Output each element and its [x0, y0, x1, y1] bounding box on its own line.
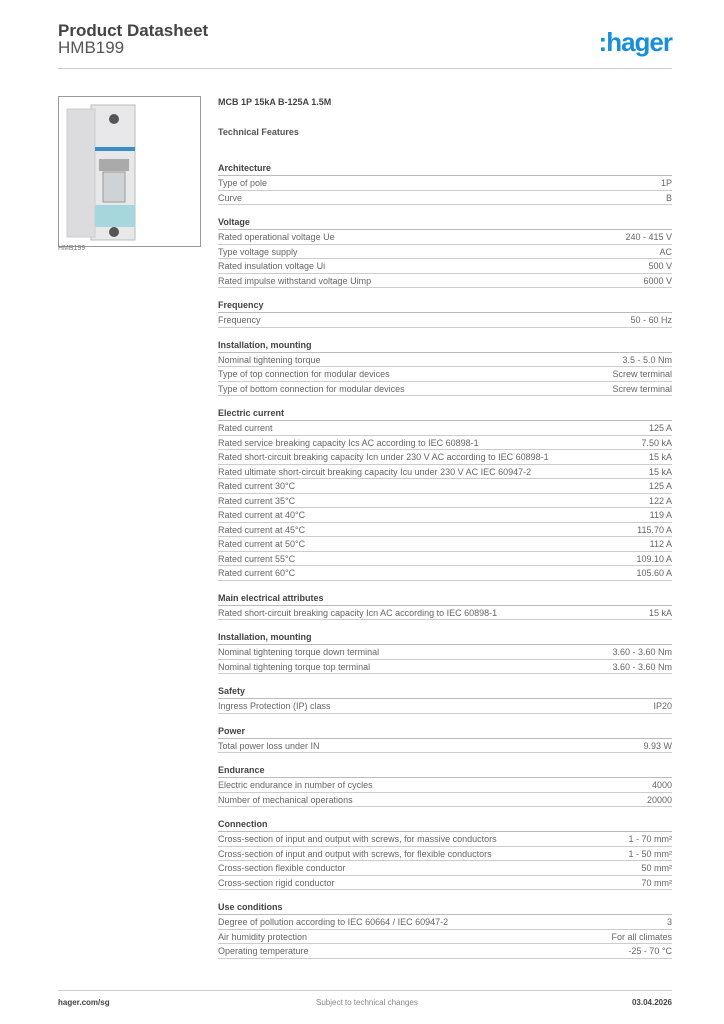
- spec-row: [218, 566, 672, 581]
- spec-row: [218, 259, 672, 274]
- spec-section: [218, 763, 672, 807]
- spec-label: Rated impulse withstand voltage Uimp: [218, 275, 372, 286]
- section-heading: Installation, mounting: [218, 630, 672, 645]
- spec-value: -25 - 70 °C: [628, 946, 672, 956]
- spec-label: Operating temperature: [218, 946, 309, 956]
- spec-section: [218, 817, 672, 890]
- spec-value: 9.93 W: [643, 740, 672, 751]
- page-title: Product Datasheet: [58, 21, 209, 40]
- spec-row: [218, 367, 672, 382]
- spec-label: Type of top connection for modular devices: [218, 369, 390, 379]
- spec-value: 50 - 60 Hz: [630, 315, 672, 325]
- spec-label: Rated short-circuit breaking capacity Icn under 230 V AC according to IEC 60898-1: [218, 452, 549, 462]
- spec-value: 7.50 kA: [641, 437, 672, 448]
- section-heading: Electric current: [218, 406, 672, 421]
- spec-label: Type of bottom connection for modular devices: [218, 383, 405, 394]
- spec-value: For all climates: [611, 931, 672, 942]
- spec-value: 15 kA: [648, 452, 672, 462]
- product-code: HMB199: [58, 38, 125, 57]
- spec-label: Air humidity protection: [218, 931, 308, 942]
- spec-value: 3.5 - 5.0 Nm: [622, 354, 672, 365]
- spec-row: [218, 645, 672, 660]
- spec-row: [218, 552, 672, 567]
- spec-row: [218, 537, 672, 552]
- spec-row: [218, 274, 672, 289]
- spec-value: 15 kA: [648, 607, 672, 618]
- spec-value: 3: [666, 917, 672, 927]
- section-heading: Installation, mounting: [218, 338, 672, 353]
- spec-value: 115.70 A: [637, 524, 672, 535]
- spec-label: Cross-section rigid conductor: [218, 877, 335, 888]
- spec-row: [218, 793, 672, 808]
- spec-label: Type of pole: [218, 178, 268, 188]
- spec-section: [218, 724, 672, 754]
- spec-label: Degree of pollution according to IEC 60664 / IEC 60947-2: [218, 917, 449, 927]
- spec-label: Rated current 55°C: [218, 553, 296, 564]
- spec-row: [218, 739, 672, 754]
- spec-value: 50 mm²: [641, 863, 672, 873]
- spec-row: [218, 523, 672, 538]
- header-divider: [58, 68, 672, 69]
- section-heading: Power: [218, 724, 672, 739]
- product-name: MCB 1P 15kA B-125A 1.5M: [218, 97, 332, 107]
- spec-row: [218, 382, 672, 397]
- section-heading: Frequency: [218, 298, 672, 313]
- section-heading: Endurance: [218, 763, 672, 778]
- spec-row: [218, 778, 672, 793]
- spec-value: B: [665, 192, 672, 203]
- spec-value: 500 V: [648, 261, 672, 271]
- spec-label: Rated service breaking capacity Ics AC according to IEC 60898-1: [218, 437, 479, 448]
- spec-row: [218, 606, 672, 621]
- spec-row: [218, 508, 672, 523]
- footer-date: 03.04.2026: [631, 998, 672, 1007]
- section-heading: Main electrical attributes: [218, 591, 672, 606]
- hager-logo: :hager: [598, 27, 672, 57]
- section-heading: Connection: [218, 817, 672, 832]
- spec-row: [218, 230, 672, 245]
- spec-row: [218, 832, 672, 847]
- spec-label: Rated insulation voltage Ui: [218, 261, 326, 271]
- spec-row: [218, 465, 672, 480]
- spec-label: Cross-section of input and output with screws, for massive conductors: [218, 834, 497, 844]
- spec-value: 109.10 A: [636, 553, 672, 564]
- spec-row: [218, 915, 672, 930]
- spec-value: 3.60 - 3.60 Nm: [612, 661, 672, 672]
- footer-divider: [58, 990, 672, 991]
- spec-label: Rated ultimate short-circuit breaking capacity Icu under 230 V AC IEC 60947-2: [218, 466, 532, 477]
- spec-label: Nominal tightening torque down terminal: [218, 647, 380, 657]
- spec-label: Rated current at 50°C: [218, 539, 306, 549]
- spec-value: 4000: [651, 780, 672, 790]
- spec-content: [218, 97, 672, 969]
- spec-label: Electric endurance in number of cycles: [218, 780, 373, 790]
- spec-value: 125 A: [648, 481, 672, 491]
- spec-label: Nominal tightening torque: [218, 354, 321, 365]
- spec-section: [218, 630, 672, 674]
- spec-row: [218, 313, 672, 328]
- spec-value: 119 A: [649, 510, 672, 520]
- spec-label: Frequency: [218, 315, 261, 325]
- spec-value: 105.60 A: [636, 568, 672, 578]
- spec-section: [218, 900, 672, 959]
- spec-value: 3.60 - 3.60 Nm: [612, 647, 672, 657]
- spec-row: [218, 861, 672, 876]
- spec-value: IP20: [653, 701, 672, 711]
- spec-section: [218, 161, 672, 205]
- spec-value: 240 - 415 V: [625, 232, 672, 242]
- spec-label: Rated current at 45°C: [218, 524, 306, 535]
- spec-value: 1P: [660, 178, 672, 188]
- spec-label: Cross-section flexible conductor: [218, 863, 346, 873]
- footer-website[interactable]: hager.com/sg: [58, 998, 110, 1007]
- spec-section: [218, 684, 672, 714]
- spec-label: Total power loss under IN: [218, 740, 320, 751]
- spec-row: [218, 191, 672, 206]
- spec-row: [218, 847, 672, 862]
- spec-value: 20000: [646, 794, 672, 805]
- spec-label: Number of mechanical operations: [218, 794, 353, 805]
- section-heading: Use conditions: [218, 900, 672, 915]
- spec-value: AC: [659, 246, 672, 257]
- spec-row: [218, 353, 672, 368]
- image-caption: HMB199: [58, 245, 86, 252]
- spec-value: Screw terminal: [612, 369, 672, 379]
- spec-row: [218, 660, 672, 675]
- spec-section: [218, 591, 672, 621]
- spec-label: Rated current 35°C: [218, 495, 296, 506]
- spec-section: [218, 406, 672, 581]
- spec-label: Type voltage supply: [218, 246, 298, 257]
- spec-value: 70 mm²: [641, 877, 672, 888]
- spec-value: 112 A: [649, 539, 672, 549]
- spec-row: [218, 699, 672, 714]
- spec-value: 1 - 50 mm²: [628, 848, 672, 859]
- spec-label: Rated short-circuit breaking capacity Icn AC according to IEC 60898-1: [218, 607, 498, 618]
- spec-section: [218, 298, 672, 328]
- spec-value: 1 - 70 mm²: [628, 834, 672, 844]
- spec-section: [218, 215, 672, 288]
- spec-label: Curve: [218, 192, 243, 203]
- section-heading: Voltage: [218, 215, 672, 230]
- spec-value: Screw terminal: [612, 383, 672, 394]
- spec-row: [218, 421, 672, 436]
- spec-value: 6000 V: [643, 275, 672, 286]
- spec-row: [218, 930, 672, 945]
- spec-label: Cross-section of input and output with screws, for flexible conductors: [218, 848, 492, 859]
- spec-row: [218, 176, 672, 191]
- spec-row: [218, 436, 672, 451]
- spec-label: Rated current 30°C: [218, 481, 296, 491]
- spec-label: Rated current: [218, 423, 273, 433]
- spec-value: 15 kA: [648, 466, 672, 477]
- spec-label: Rated current 60°C: [218, 568, 296, 578]
- product-image: [58, 96, 201, 247]
- spec-section: [218, 338, 672, 397]
- spec-row: [218, 450, 672, 465]
- spec-label: Rated operational voltage Ue: [218, 232, 335, 242]
- spec-label: Ingress Protection (IP) class: [218, 701, 331, 711]
- spec-value: 125 A: [648, 423, 672, 433]
- spec-row: [218, 479, 672, 494]
- spec-row: [218, 944, 672, 959]
- spec-label: Nominal tightening torque top terminal: [218, 661, 371, 672]
- section-heading: Architecture: [218, 161, 672, 176]
- section-heading: Safety: [218, 684, 672, 699]
- spec-row: [218, 494, 672, 509]
- spec-value: 122 A: [648, 495, 672, 506]
- footer-note: Subject to technical changes: [316, 998, 418, 1007]
- technical-features-heading: Technical Features: [218, 127, 299, 137]
- spec-label: Rated current at 40°C: [218, 510, 306, 520]
- spec-row: [218, 245, 672, 260]
- spec-row: [218, 876, 672, 891]
